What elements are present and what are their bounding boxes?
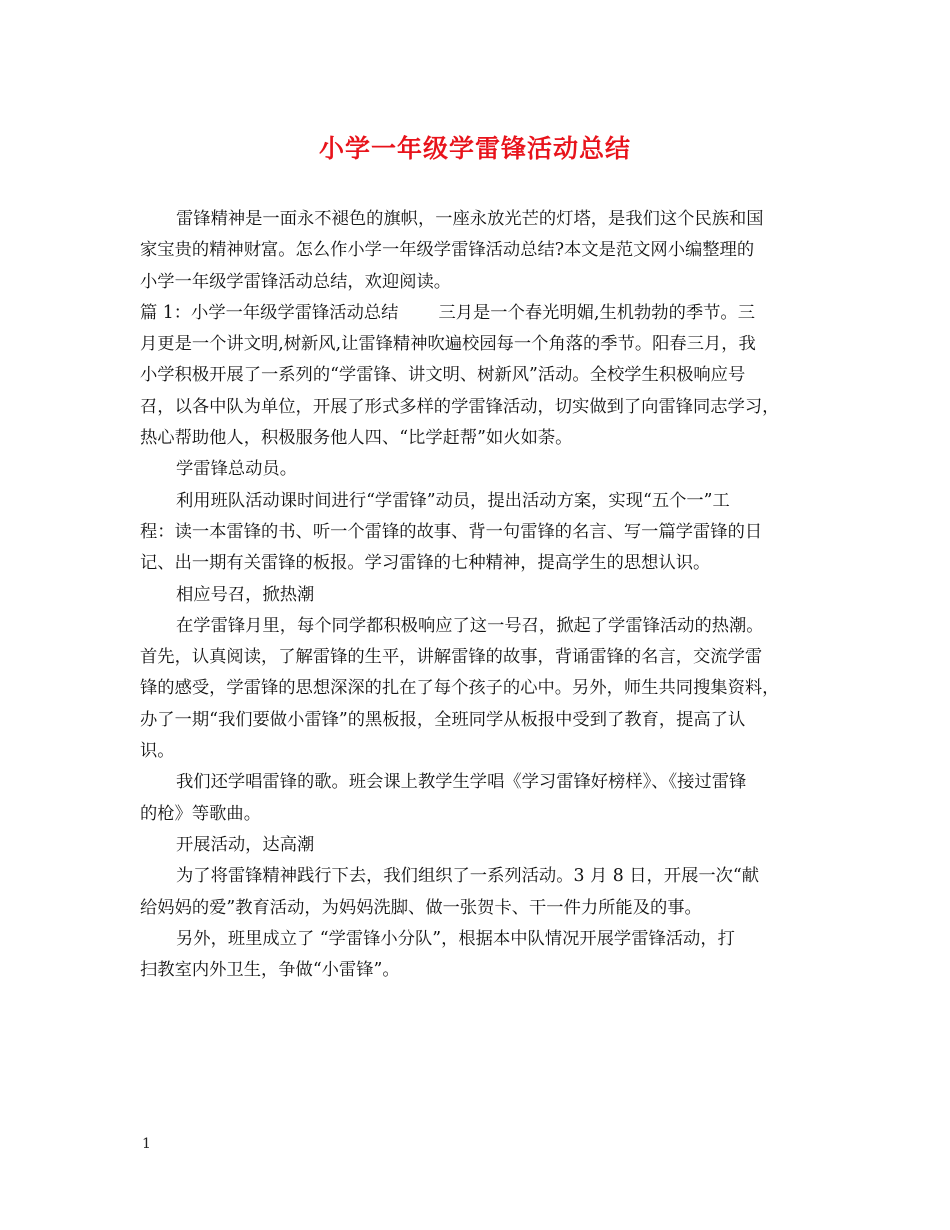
paragraph-line: 在学雷锋月里，每个同学都积极响应了这一号召，掀起了学雷锋活动的热潮。 — [176, 615, 764, 636]
paragraph-line: 另外，班里成立了 “学雷锋小分队”，根据本中队情况开展学雷锋活动，打 — [176, 928, 735, 949]
subheading-line: 学雷锋总动员。 — [176, 459, 297, 480]
document-body — [140, 204, 812, 986]
paragraph-line: 的枪》等歌曲。 — [140, 803, 261, 824]
paragraph-line: 小学积极开展了一系列的“学雷锋、讲文明、树新风”活动。全校学生积极响应号 — [140, 365, 746, 386]
paragraph-line: 召，以各中队为单位，开展了形式多样的学雷锋活动，切实做到了向雷锋同志学习， — [140, 396, 780, 417]
section-text: 三月是一个春光明媚,生机勃勃的季节。三 — [438, 302, 755, 323]
paragraph-line: 热心帮助他人，积极服务他人四、“比学赶帮”如火如荼。 — [140, 428, 573, 449]
paragraph-line: 雷锋精神是一面永不褪色的旗帜，一座永放光芒的灯塔，是我们这个民族和国 — [176, 209, 764, 229]
paragraph-line — [140, 298, 812, 329]
page-number: 1 — [142, 1136, 151, 1152]
paragraph-line: 家宝贵的精神财富。怎么作小学一年级学雷锋活动总结?本文是范文网小编整理的 — [140, 240, 755, 261]
paragraph-line: 记、出一期有关雷锋的板报。学习雷锋的七种精神，提高学生的思想认识。 — [140, 553, 711, 574]
paragraph-line: 我们还学唱雷锋的歌。班会课上教学生学唱《学习雷锋好榜样》、《接过雷锋 — [176, 772, 747, 793]
paragraph-line: 识。 — [140, 741, 175, 762]
paragraph-line: 利用班队活动课时间进行“学雷锋”动员，提出活动方案，实现“五个一”工 — [176, 490, 730, 511]
paragraph-line: 给妈妈的爱”教育活动，为妈妈洗脚、做一张贺卡、干一件力所能及的事。 — [140, 897, 702, 918]
section-heading: 篇 1：小学一年级学雷锋活动总结 — [140, 302, 399, 323]
paragraph-line: 办了一期“我们要做小雷锋”的黑板报，全班同学从板报中受到了教育，提高了认 — [140, 709, 746, 730]
paragraph-line: 首先，认真阅读，了解雷锋的生平，讲解雷锋的故事，背诵雷锋的名言，交流学雷 — [140, 647, 763, 668]
subheading-line: 相应号召，掀热潮 — [176, 584, 315, 605]
subheading-line: 开展活动，达高潮 — [176, 834, 315, 855]
paragraph-line: 程：读一本雷锋的书、听一个雷锋的故事、背一句雷锋的名言、写一篇学雷锋的日 — [140, 521, 763, 542]
paragraph-line: 锋的感受，学雷锋的思想深深的扎在了每个孩子的心中。另外，师生共同搜集资料， — [140, 678, 780, 699]
paragraph-line: 月更是一个讲文明,树新风,让雷锋精神吹遍校园每一个角落的季节。阳春三月，我 — [140, 334, 756, 355]
paragraph-line: 扫教室内外卫生，争做“小雷锋”。 — [140, 960, 400, 981]
document-title: 小学一年级学雷锋活动总结 — [318, 134, 631, 163]
paragraph-line: 小学一年级学雷锋活动总结，欢迎阅读。 — [140, 271, 452, 292]
paragraph-line: 为了将雷锋精神践行下去，我们组织了一系列活动。3 月 8 日，开展一次“献 — [176, 866, 760, 887]
